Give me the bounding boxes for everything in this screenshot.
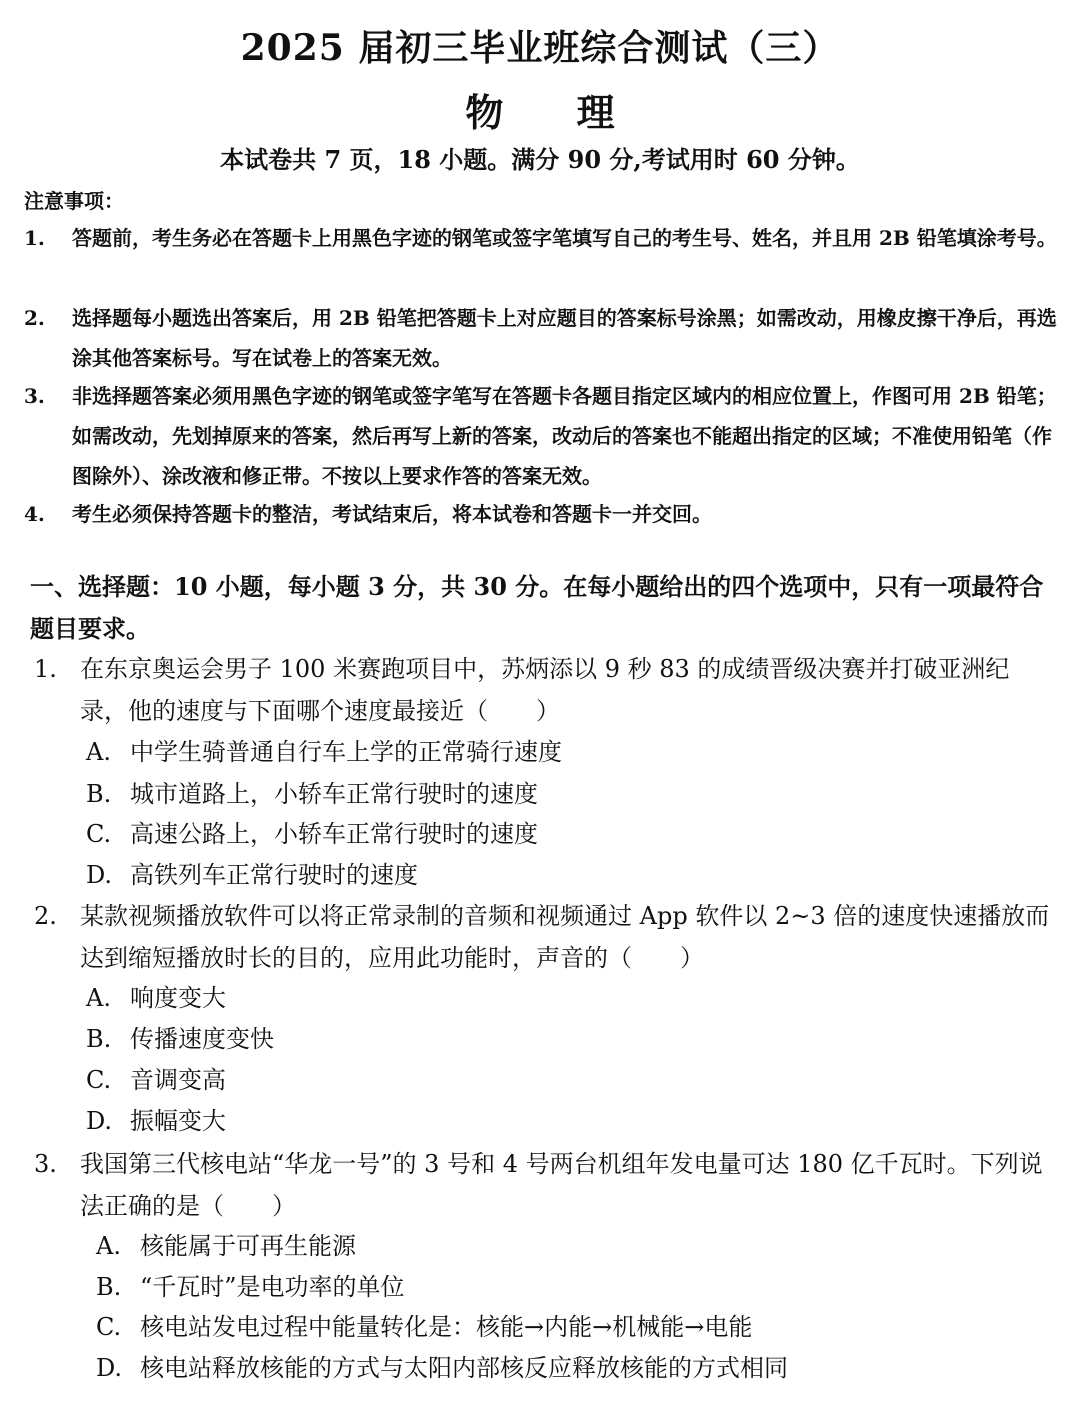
- notice-text: 答题前，考生务必在答题卡上用黑色字迹的钢笔或签字笔填写自己的考生号、姓名，并且用 2B 铅笔填涂考号。: [72, 226, 1057, 250]
- option-text: 音调变高: [130, 1066, 226, 1094]
- answer-option: [86, 814, 538, 854]
- option-letter: D.: [86, 861, 113, 889]
- notice-number: 1.: [24, 226, 45, 250]
- notice-number: 2.: [24, 306, 45, 330]
- option-letter: D.: [86, 1107, 113, 1135]
- answer-option: [96, 1348, 788, 1388]
- notice-number: 4.: [24, 502, 45, 526]
- exam-title: 2025 届初三毕业班综合测试（三）: [240, 27, 840, 69]
- notice-item: [24, 494, 1059, 534]
- option-letter: C.: [86, 820, 112, 848]
- question-stem: [34, 648, 1054, 732]
- answer-option: [86, 774, 538, 814]
- option-text: 核能属于可再生能源: [140, 1232, 356, 1260]
- question-text: 某款视频播放软件可以将正常录制的音频和视频通过 App 软件以 2~3 倍的速度快速播放而达到缩短播放时长的目的，应用此功能时，声音的（ ）: [80, 902, 1050, 972]
- option-letter: B.: [86, 1025, 112, 1053]
- option-text: 城市道路上，小轿车正常行驶时的速度: [130, 780, 538, 808]
- answer-option: [96, 1267, 405, 1307]
- notice-number: 3.: [24, 384, 45, 408]
- answer-option: [86, 732, 562, 772]
- question-number: 1.: [34, 655, 57, 683]
- option-letter: C.: [86, 1066, 112, 1094]
- answer-option: [96, 1226, 356, 1266]
- option-text: “千瓦时”是电功率的单位: [140, 1273, 405, 1301]
- subject-title: 物 理: [465, 90, 645, 135]
- option-letter: C.: [96, 1313, 122, 1341]
- option-letter: B.: [86, 780, 112, 808]
- question-stem: [34, 1143, 1054, 1227]
- question-number: 3.: [34, 1150, 57, 1178]
- notice-heading: 注意事项：: [24, 189, 124, 213]
- option-letter: A.: [96, 1232, 121, 1260]
- option-text: 振幅变大: [130, 1107, 226, 1135]
- answer-option: [86, 1060, 226, 1100]
- section-heading: 一、选择题：10 小题，每小题 3 分，共 30 分。在每小题给出的四个选项中，只有一项最符合题目要求。: [30, 572, 1044, 643]
- option-text: 核电站释放核能的方式与太阳内部核反应释放核能的方式相同: [140, 1354, 788, 1382]
- option-letter: A.: [86, 984, 111, 1012]
- question-number: 2.: [34, 902, 57, 930]
- option-text: 传播速度变快: [130, 1025, 274, 1053]
- option-letter: A.: [86, 738, 111, 766]
- option-text: 核电站发电过程中能量转化是：核能→内能→机械能→电能: [140, 1313, 753, 1341]
- option-text: 高铁列车正常行驶时的速度: [130, 861, 418, 889]
- question-text: 在东京奥运会男子 100 米赛跑项目中，苏炳添以 9 秒 83 的成绩晋级决赛并打破亚洲纪录，他的速度与下面哪个速度最接近（ ）: [80, 655, 1010, 725]
- notice-text: 考生必须保持答题卡的整洁，考试结束后，将本试卷和答题卡一并交回。: [72, 502, 712, 526]
- notice-item: [24, 298, 1059, 378]
- answer-option: [86, 978, 226, 1018]
- notice-item: [24, 376, 1059, 496]
- question-text: 我国第三代核电站“华龙一号”的 3 号和 4 号两台机组年发电量可达 180 亿千瓦时。下列说法正确的是（ ）: [80, 1150, 1043, 1220]
- notice-text: 非选择题答案必须用黑色字迹的钢笔或签字笔写在答题卡各题目指定区域内的相应位置上，作图可用 2B 铅笔；如需改动，先划掉原来的答案，然后再写上新的答案，改动后的答案也不能超出指定的区域；不准使用铅笔（作图除外）、涂改液和修正带。不按以上要求作答的答案无效。: [72, 384, 1057, 488]
- question-stem: [34, 895, 1054, 979]
- option-letter: B.: [96, 1273, 122, 1301]
- option-text: 响度变大: [130, 984, 226, 1012]
- answer-option: [86, 855, 418, 895]
- answer-option: [86, 1019, 274, 1059]
- option-text: 高速公路上，小轿车正常行驶时的速度: [130, 820, 538, 848]
- notice-text: 选择题每小题选出答案后，用 2B 铅笔把答题卡上对应题目的答案标号涂黑；如需改动，用橡皮擦干净后，再选涂其他答案标号。写在试卷上的答案无效。: [72, 306, 1057, 370]
- exam-info: 本试卷共 7 页，18 小题。满分 90 分,考试用时 60 分钟。: [220, 145, 860, 174]
- option-text: 中学生骑普通自行车上学的正常骑行速度: [130, 738, 562, 766]
- notice-item: [24, 218, 1059, 258]
- option-letter: D.: [96, 1354, 123, 1382]
- answer-option: [86, 1101, 226, 1141]
- answer-option: [96, 1307, 752, 1347]
